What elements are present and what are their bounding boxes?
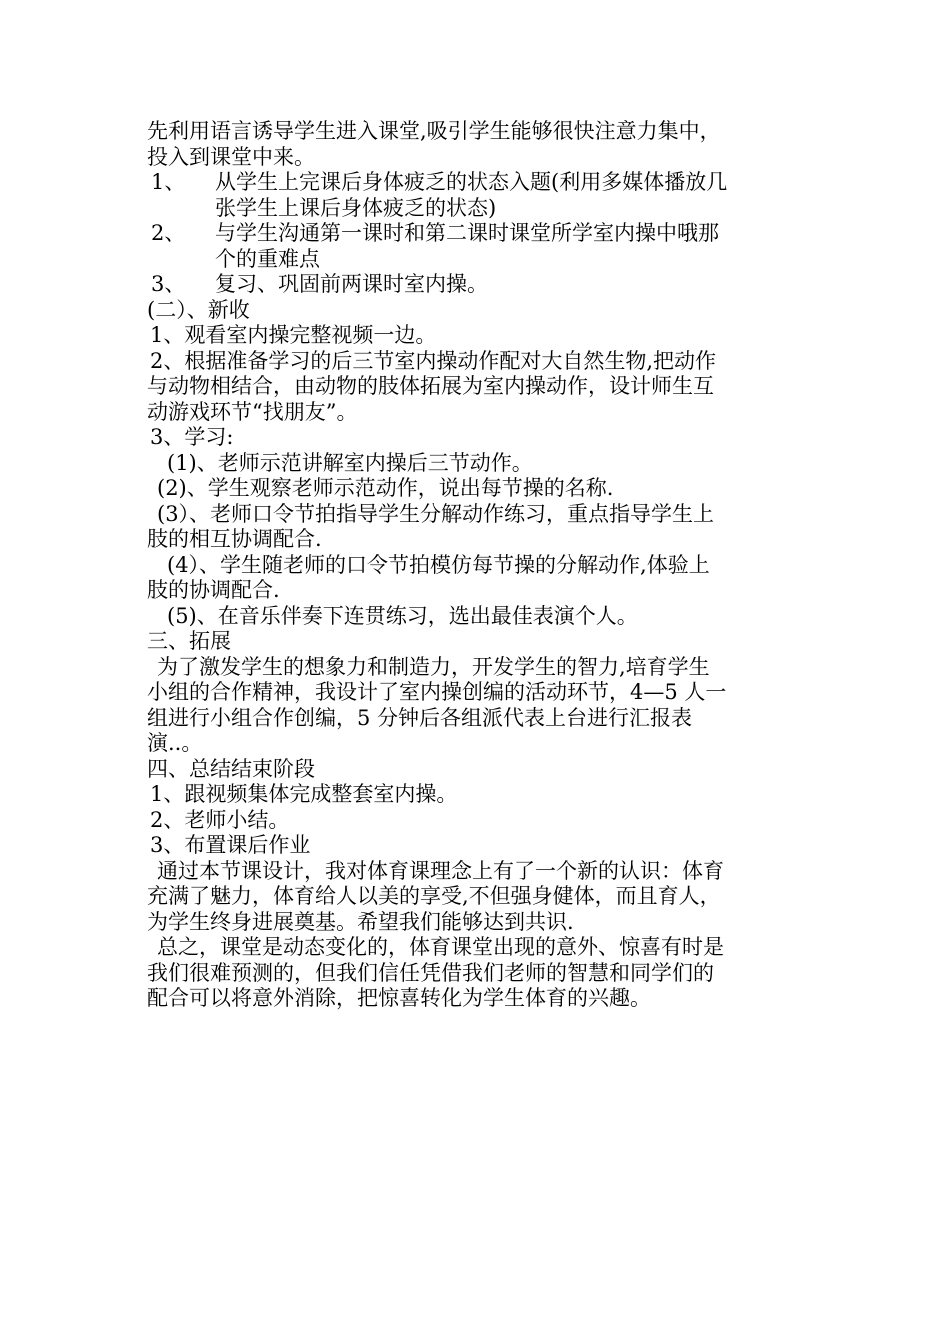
text-line: 个的重难点 [215,246,320,271]
learn-step-1: (1)、老师示范讲解室内操后三节动作。 [167,450,533,475]
text-line: 从学生上完课后身体疲乏的状态入题(利用多媒体播放几 [215,170,728,194]
step-learn: 3、学习: [150,425,234,449]
item-number: 3、 [151,272,186,296]
summary-step-1: 1、跟视频集体完成整套室内操。 [150,782,458,806]
section-heading-new: (二）、新收 [147,297,250,322]
summary-step-2: 2、老师小结。 [150,807,290,832]
section-heading-summary: 四、总结结束阶段 [147,756,315,781]
text-line: 动游戏环节“找朋友”。 [147,399,358,424]
text-line: 配合可以将意外消除，把惊喜转化为学生体育的兴趣。 [147,986,651,1010]
numbered-item-2 [147,221,811,272]
item-number: 2、 [151,221,186,245]
conclusion-paragraph-1 [147,859,811,936]
item-text [215,170,811,221]
step-watch-video: 1、观看室内操完整视频一边。 [150,323,437,347]
text-line: 先利用语言诱导学生进入课堂,吸引学生能够很快注意力集中， [147,119,721,143]
text-line: 我们很难预测的，但我们信任凭借我们老师的智慧和同学们的 [147,960,714,985]
text-line: (4）、学生随老师的口令节拍模仿每节操的分解动作,体验上 [167,552,710,577]
text-line: 与学生沟通第一课时和第二课时课堂所学室内操中哦那 [215,221,719,245]
learn-step-2: (2)、学生观察老师示范动作，说出每节操的名称. [157,476,614,500]
text-line: 通过本节课设计，我对体育课理念上有了一个新的认识：体育 [157,858,724,883]
section-heading-extend: 三、拓展 [147,629,231,653]
text-line: 总之，课堂是动态变化的，体育课堂出现的意外、惊喜有时是 [157,935,724,959]
extend-paragraph [147,655,811,757]
summary-step-3: 3、布置课后作业 [150,833,311,857]
text-line: 张学生上课后身体疲乏的状态) [215,195,497,220]
text-line: 与动物相结合，由动物的肢体拓展为室内操动作，设计师生互 [147,374,714,398]
text-line: 为学生终身进展奠基。希望我们能够达到共识. [147,909,574,934]
document-body [147,119,811,1012]
text-line: 投入到课堂中来。 [147,144,315,169]
conclusion-paragraph-2 [147,935,811,1012]
text-line: 充满了魅力，体育给人以美的享受,不但强身健体，而且育人， [147,884,721,908]
item-number: 1、 [151,170,186,194]
text-line: 演..。 [147,731,203,755]
numbered-item-3 [147,272,811,298]
text-line: 组进行小组合作创编，5 分钟后各组派代表上台进行汇报表 [147,705,693,730]
text-line: 复习、巩固前两课时室内操。 [215,272,488,296]
learn-step-4 [147,553,811,604]
text-line: (3）、老师口令节拍指导学生分解动作练习，重点指导学生上 [157,501,715,526]
text-line: 肢的相互协调配合. [147,527,322,551]
step-match-nature [147,349,811,426]
intro-paragraph [147,119,811,170]
learn-step-3 [147,502,811,553]
text-line: 小组的合作精神，我设计了室内操创编的活动环节，4—5 人一 [147,680,727,704]
item-text [215,221,811,272]
item-text [215,272,811,298]
text-line: 肢的协调配合. [147,578,280,602]
text-line: 2、根据准备学习的后三节室内操动作配对大自然生物,把动作 [150,348,717,373]
numbered-item-1 [147,170,811,221]
learn-step-5: (5)、在音乐伴奏下连贯练习，选出最佳表演个人。 [167,603,638,628]
text-line: 为了激发学生的想象力和制造力，开发学生的智力,培育学生 [157,654,710,679]
